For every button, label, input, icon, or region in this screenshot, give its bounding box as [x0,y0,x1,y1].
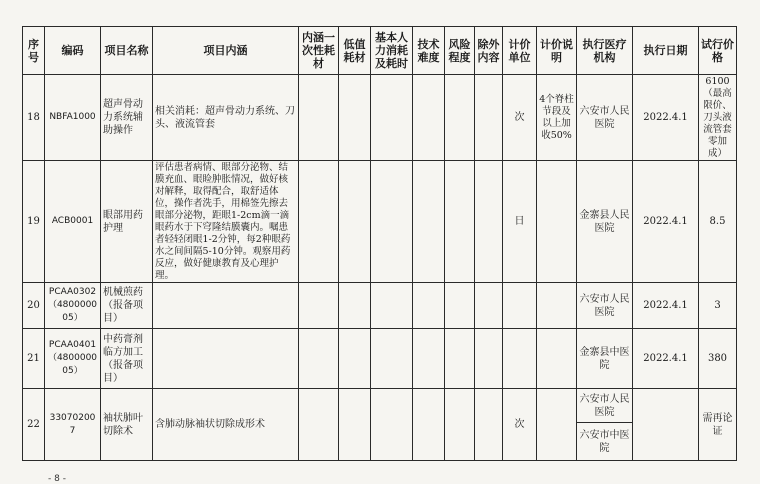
cell-risk [445,389,475,461]
header-tech: 技术难度 [413,27,445,75]
cell-exclusion [475,389,503,461]
cell-risk [445,75,475,161]
cell-basic-labor [371,161,413,283]
cell-content: 相关消耗：超声骨动力系统、刀头、液流管套 [153,75,299,161]
cell-tech [413,389,445,461]
cell-basic-labor [371,283,413,329]
cell-price: 380 [699,329,737,389]
table-row [23,161,737,283]
header-price: 试行价格 [699,27,737,75]
header-exclusion: 除外内容 [475,27,503,75]
cell-institution-b: 六安市中医院 [577,423,633,461]
cell-content [153,329,299,389]
pricing-table [22,26,737,461]
header-row [23,27,737,75]
cell-date [633,389,699,461]
cell-basic-labor [371,389,413,461]
cell-tech [413,161,445,283]
cell-exclusion [475,75,503,161]
header-basic-labor: 基本人力消耗及耗时 [371,27,413,75]
cell-code: 330702007 [45,389,101,461]
header-institution: 执行医疗机构 [577,27,633,75]
cell-consumable [299,389,339,461]
cell-price: 6100（最高限价、刀头液流管套零加成） [699,75,737,161]
page-number: - 8 - [48,474,66,484]
header-name: 项目名称 [101,27,153,75]
header-content: 项目内涵 [153,27,299,75]
header-code: 编码 [45,27,101,75]
header-pricing-note: 计价说明 [537,27,577,75]
cell-consumable [299,75,339,161]
cell-pricing-note [537,161,577,283]
cell-low-value [339,329,371,389]
cell-price: 需再论证 [699,389,737,461]
header-unit: 计价单位 [503,27,537,75]
cell-institution: 金寨县中医院 [577,329,633,389]
cell-price: 3 [699,283,737,329]
cell-name: 袖状肺叶切除术 [101,389,153,461]
cell-tech [413,329,445,389]
cell-risk [445,283,475,329]
cell-low-value [339,161,371,283]
cell-content: 评估患者病情、眼部分泌物、结膜充血、眼睑肿胀情况，做好核对解释，取得配合，取舒适体位，操作者洗手，用棉签先擦去眼部分泌物，距眼1-2cm滴一滴眼药水于下穹隆结膜囊内。嘱患者轻轻闭眼1-2分钟，每2种眼药水之间间隔5-10分钟。观察用药反应，做好健康教育及心理护理。 [153,161,299,283]
cell-date: 2022.4.1 [633,161,699,283]
table-row [23,283,737,329]
cell-content: 含肺动脉袖状切除成形术 [153,389,299,461]
cell-code: NBFA1000 [45,75,101,161]
header-low-value: 低值耗材 [339,27,371,75]
cell-seq: 19 [23,161,45,283]
cell-institution: 金寨县人民医院 [577,161,633,283]
cell-institution: 六安市人民医院 [577,283,633,329]
cell-unit: 日 [503,161,537,283]
cell-content [153,283,299,329]
cell-code: PCAA0401（480000005） [45,329,101,389]
cell-institution-a: 六安市人民医院 [577,389,633,423]
cell-seq: 18 [23,75,45,161]
cell-tech [413,75,445,161]
cell-unit: 次 [503,75,537,161]
cell-name: 中药膏剂临方加工（报备项目） [101,329,153,389]
cell-seq: 20 [23,283,45,329]
header-risk: 风险程度 [445,27,475,75]
cell-exclusion [475,283,503,329]
cell-unit: 次 [503,389,537,461]
cell-pricing-note [537,329,577,389]
cell-seq: 22 [23,389,45,461]
cell-consumable [299,329,339,389]
cell-institution: 六安市人民医院 [577,75,633,161]
cell-name: 超声骨动力系统辅助操作 [101,75,153,161]
cell-low-value [339,389,371,461]
header-date: 执行日期 [633,27,699,75]
cell-code: PCAA0302（480000005） [45,283,101,329]
cell-seq: 21 [23,329,45,389]
cell-consumable [299,161,339,283]
cell-basic-labor [371,329,413,389]
table-row [23,389,737,423]
cell-date: 2022.4.1 [633,283,699,329]
cell-low-value [339,283,371,329]
cell-pricing-note [537,389,577,461]
cell-risk [445,161,475,283]
cell-low-value [339,75,371,161]
cell-date: 2022.4.1 [633,329,699,389]
cell-consumable [299,283,339,329]
cell-price: 8.5 [699,161,737,283]
cell-unit [503,329,537,389]
cell-exclusion [475,161,503,283]
header-seq: 序号 [23,27,45,75]
cell-basic-labor [371,75,413,161]
table-row [23,329,737,389]
cell-exclusion [475,329,503,389]
cell-pricing-note: 4个脊柱节段及以上加收50% [537,75,577,161]
cell-risk [445,329,475,389]
cell-unit [503,283,537,329]
table-row [23,75,737,161]
cell-name: 眼部用药护理 [101,161,153,283]
cell-tech [413,283,445,329]
cell-date: 2022.4.1 [633,75,699,161]
cell-pricing-note [537,283,577,329]
cell-name: 机械煎药（报备项目） [101,283,153,329]
cell-code: ACB0001 [45,161,101,283]
header-consumable: 内涵一次性耗材 [299,27,339,75]
